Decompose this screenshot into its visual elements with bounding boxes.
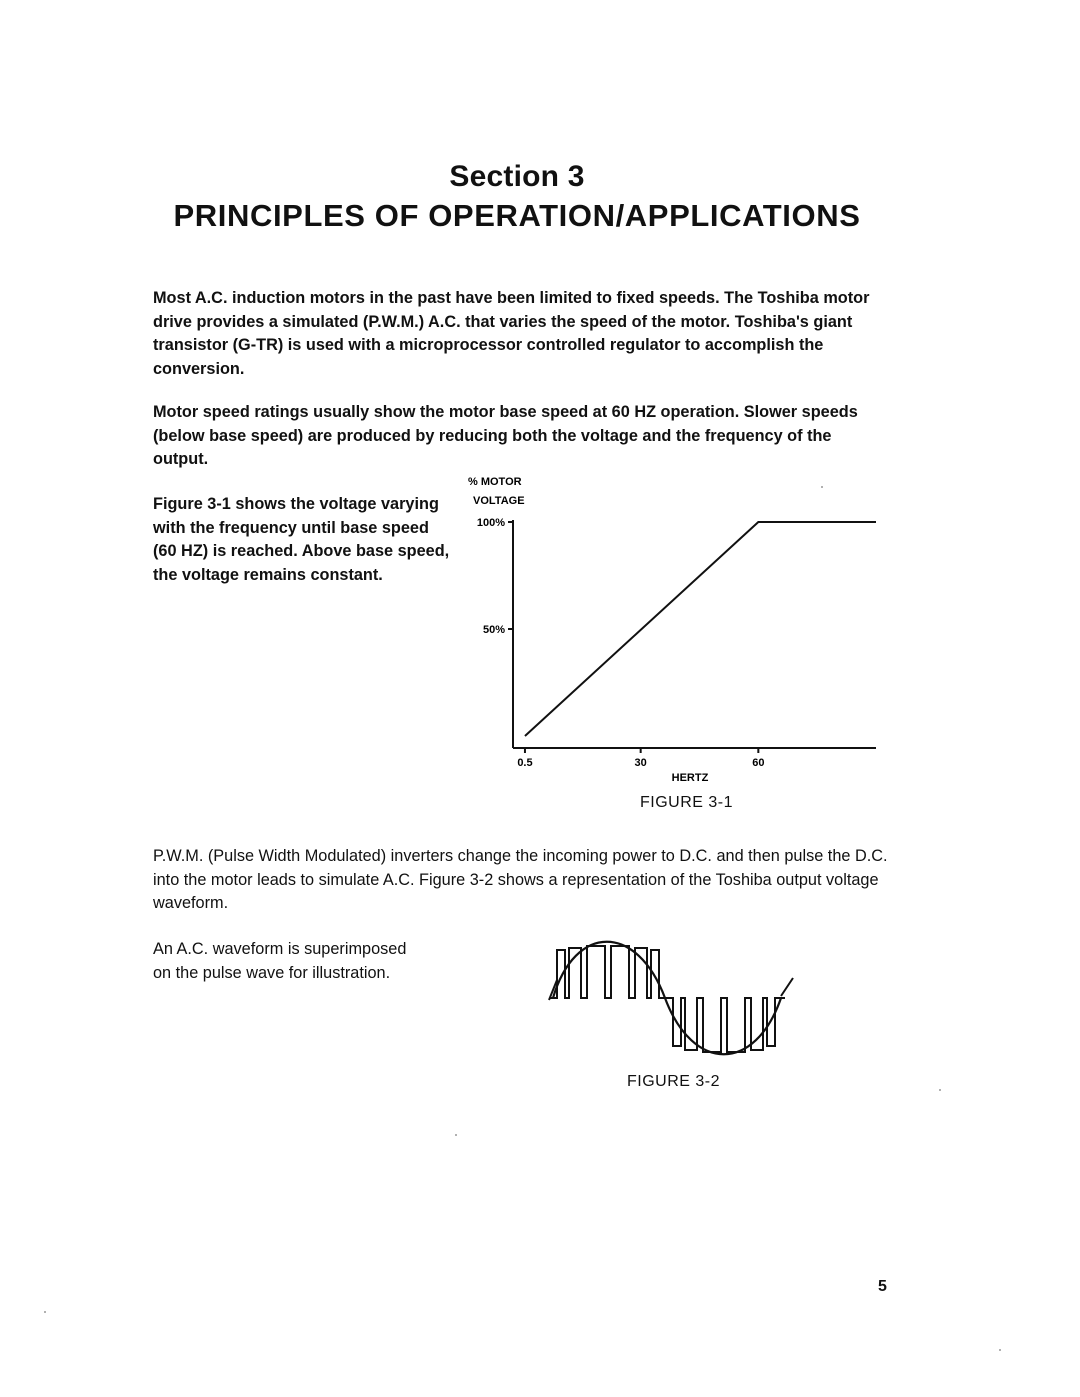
page-number: 5 — [878, 1278, 887, 1295]
speed-ratings-paragraph: Motor speed ratings usually show the motor base speed at 60 HZ operation. Slower speeds (below base speed) are produced by reducing both the voltage and the frequency of the output. — [153, 403, 858, 468]
y-axis-label-line1: % MOTOR — [468, 476, 522, 488]
pwm-positive-pulses — [550, 946, 665, 998]
page-title: PRINCIPLES OF OPERATION/APPLICATIONS — [173, 198, 861, 233]
figure1-description: Figure 3-1 shows the voltage varying with the frequency until base speed (60 HZ) is reached. Above base speed, the voltage remains constant. — [153, 495, 450, 584]
section-heading: Section 3 — [449, 160, 585, 193]
scan-speck — [999, 1349, 1001, 1351]
scan-speck — [821, 486, 823, 488]
x-tick-label: 30 — [634, 757, 647, 769]
x-tick-label: 60 — [752, 757, 765, 769]
figure2-description: An A.C. waveform is superimposed on the pulse wave for illustration. — [153, 940, 407, 982]
scan-speck — [455, 1134, 457, 1136]
x-axis-label: HERTZ — [671, 772, 709, 784]
figure1-chart — [440, 470, 890, 790]
y-axis-label-line2: VOLTAGE — [473, 495, 525, 507]
y-tick-label: 100% — [476, 517, 505, 529]
y-tick-label: 50% — [482, 624, 505, 636]
x-tick-label: 0.5 — [517, 757, 533, 769]
pwm-paragraph: P.W.M. (Pulse Width Modulated) inverters change the incoming power to D.C. and then pulse the D.C. into the motor leads to simulate A.C. Figure 3-2 shows a representation of the Toshiba output voltage waveform. — [153, 847, 888, 912]
waveform-right-slant — [781, 978, 793, 996]
scan-speck — [939, 1089, 941, 1091]
figure2-pwm-waveform — [545, 938, 805, 1068]
figure2-caption: FIGURE 3-2 — [627, 1073, 721, 1090]
voltage-series-line — [525, 522, 876, 736]
figure1-caption: FIGURE 3-1 — [640, 794, 734, 811]
scan-speck — [44, 1311, 46, 1313]
intro-paragraph: Most A.C. induction motors in the past have been limited to fixed speeds. The Toshiba motor drive provides a simulated (P.W.M.) A.C. that varies the speed of the motor. Toshiba's giant transistor (G-TR) is used with a microprocessor controlled regulator to accomplish the conversion. — [153, 289, 870, 378]
